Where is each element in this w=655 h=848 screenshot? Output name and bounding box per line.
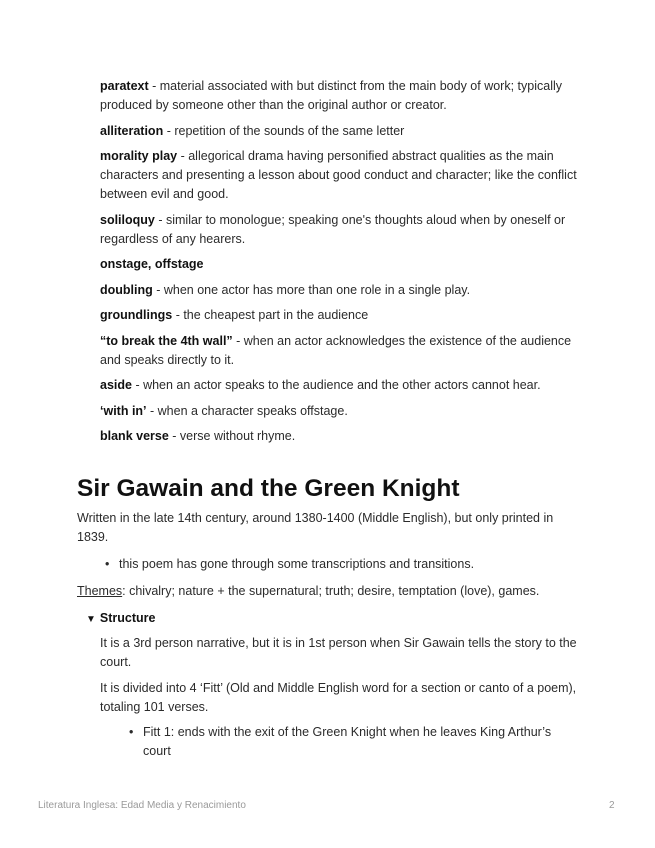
glossary-separator: - — [146, 403, 158, 418]
themes-text: : chivalry; nature + the supernatural; truth; desire, temptation (love), games. — [122, 584, 540, 598]
toggle-label: Structure — [99, 611, 156, 625]
structure-content — [100, 634, 578, 761]
list-item — [124, 723, 564, 761]
intro-paragraph: Written in the late 14th century, around 1380-1400 (Middle English), but only printed in 1839. — [77, 511, 554, 544]
list-item-text: this poem has gone through some transcriptions and transitions. — [119, 557, 475, 571]
glossary-entry — [100, 255, 585, 274]
glossary-separator: - — [148, 79, 160, 93]
glossary-separator: - — [168, 429, 180, 443]
intro-bullet-list — [100, 555, 474, 574]
glossary-term: groundlings — [100, 308, 173, 322]
themes-label: Themes — [77, 584, 123, 598]
glossary-term: aside — [100, 378, 132, 392]
glossary-term: ‘with in’ — [100, 403, 147, 418]
glossary-definition: when one actor has more than one role in a single play. — [163, 282, 471, 297]
glossary-term: soliloquy — [100, 212, 155, 227]
glossary-definition: similar to monologue; speaking one's thoughts aloud when by oneself or regardless of any hearers. — [100, 212, 566, 246]
glossary-term: onstage, offstage — [100, 257, 204, 271]
glossary-separator: - — [131, 378, 144, 392]
footer-title: Literatura Inglesa: Edad Media y Renacimiento — [38, 800, 246, 811]
glossary-definition: allegorical drama having personified abstract qualities as the main characters and presenting a lesson about good conduct and character; like the conflict between evil and good. — [100, 149, 577, 201]
structure-toggle[interactable] — [86, 609, 155, 629]
glossary-term: paratext — [100, 79, 149, 93]
glossary-definition: the cheapest part in the audience — [183, 308, 369, 322]
glossary-term: alliteration — [100, 123, 164, 138]
glossary-definition: when an actor acknowledges the existence of the audience and speaks directly to it. — [100, 333, 572, 367]
fitt-list — [100, 723, 564, 761]
glossary-separator: - — [177, 149, 189, 163]
themes-paragraph — [77, 582, 539, 601]
list-item — [100, 555, 474, 574]
structure-paragraph: It is divided into 4 ‘Fitt’ (Old and Middle English word for a section or canto of a poem), totaling 101 verses. — [100, 680, 577, 714]
list-item-text: Fitt 1: ends with the exit of the Green Knight when he leaves King Arthur’s court — [143, 725, 552, 758]
glossary-definition: verse without rhyme. — [179, 429, 296, 443]
glossary-list — [100, 77, 585, 453]
glossary-entry — [100, 306, 585, 325]
glossary-entry — [100, 332, 585, 370]
glossary-entry — [100, 376, 585, 395]
glossary-term: doubling — [100, 282, 153, 297]
glossary-separator: - — [172, 308, 184, 322]
glossary-separator: - — [232, 333, 244, 348]
glossary-entry — [100, 427, 585, 446]
glossary-definition: repetition of the sounds of the same letter — [174, 123, 405, 138]
structure-paragraph: It is a 3rd person narrative, but it is in 1st person when Sir Gawain tells the story to the court. — [100, 636, 577, 669]
glossary-entry — [100, 402, 585, 421]
glossary-term: “to break the 4th wall” — [100, 333, 233, 348]
glossary-entry — [100, 147, 585, 204]
glossary-term: morality play — [100, 149, 178, 163]
bullet-icon: • — [105, 557, 110, 571]
glossary-definition: when a character speaks offstage. — [157, 403, 348, 418]
glossary-entry — [100, 122, 585, 141]
glossary-entry — [100, 281, 585, 300]
glossary-separator: - — [152, 282, 164, 297]
glossary-definition: when an actor speaks to the audience and the other actors cannot hear. — [143, 378, 541, 392]
glossary-definition: material associated with but distinct from the main body of work; typically produced by someone other than the original author or creator. — [100, 79, 563, 112]
glossary-term: blank verse — [100, 429, 169, 443]
bullet-icon: • — [129, 725, 134, 739]
section-heading: Sir Gawain and the Green Knight — [77, 475, 460, 502]
glossary-separator: - — [163, 123, 175, 138]
page-number: 2 — [609, 800, 615, 811]
glossary-entry — [100, 77, 585, 115]
toggle-arrow-icon: ▼ — [86, 614, 96, 625]
glossary-separator: - — [154, 212, 166, 227]
glossary-entry — [100, 211, 585, 249]
